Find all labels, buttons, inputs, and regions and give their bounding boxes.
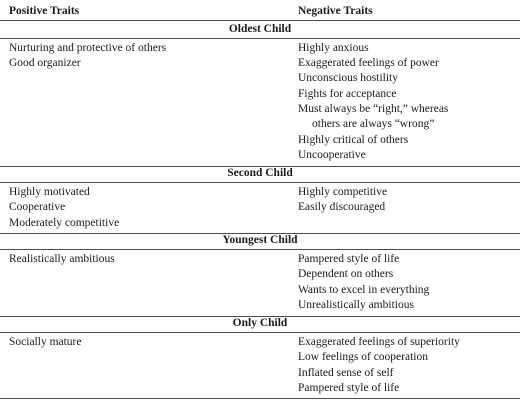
positive-traits-header: Positive Traits <box>9 5 80 17</box>
positive-trait: Nurturing and protective of others <box>9 42 167 54</box>
section-title-only-child: Only Child <box>232 317 288 329</box>
negative-trait: Highly anxious <box>298 42 369 54</box>
negative-trait: Pampered style of life <box>298 253 400 265</box>
negative-trait: Pampered style of life <box>298 382 400 394</box>
negative-trait: Highly competitive <box>298 186 388 198</box>
negative-trait: Dependent on others <box>298 268 394 280</box>
negative-trait: Highly critical of others <box>298 134 409 146</box>
negative-trait: Uncooperative <box>298 149 366 161</box>
section-divider <box>0 38 520 39</box>
section-divider <box>0 332 520 333</box>
negative-trait: Must always be “right,” whereas <box>298 103 449 115</box>
negative-trait: Inflated sense of self <box>298 367 394 379</box>
positive-trait: Good organizer <box>9 57 81 69</box>
negative-trait: Fights for acceptance <box>298 88 397 100</box>
section-title-second-child: Second Child <box>227 167 293 179</box>
section-divider <box>0 249 520 250</box>
negative-trait: Unrealistically ambitious <box>298 299 414 311</box>
positive-trait: Cooperative <box>9 201 66 213</box>
positive-trait: Realistically ambitious <box>9 253 115 265</box>
negative-traits-header: Negative Traits <box>298 5 373 17</box>
table-bottom-border <box>0 398 520 399</box>
negative-trait: Exaggerated feelings of superiority <box>298 336 460 348</box>
section-title-oldest-child: Oldest Child <box>228 23 292 35</box>
header-divider <box>0 20 520 21</box>
positive-trait: Socially mature <box>9 336 82 348</box>
section-title-youngest-child: Youngest Child <box>222 234 298 246</box>
section-divider <box>0 182 520 183</box>
negative-trait: Exaggerated feelings of power <box>298 57 439 69</box>
negative-trait: Unconscious hostility <box>298 72 398 84</box>
negative-trait: Wants to excel in everything <box>298 284 430 296</box>
negative-trait: Easily discouraged <box>298 201 386 213</box>
positive-trait: Moderately competitive <box>9 217 120 229</box>
negative-trait: Low feelings of cooperation <box>298 351 428 363</box>
positive-trait: Highly motivated <box>9 186 90 198</box>
negative-trait-continuation: others are always “wrong” <box>312 118 435 130</box>
